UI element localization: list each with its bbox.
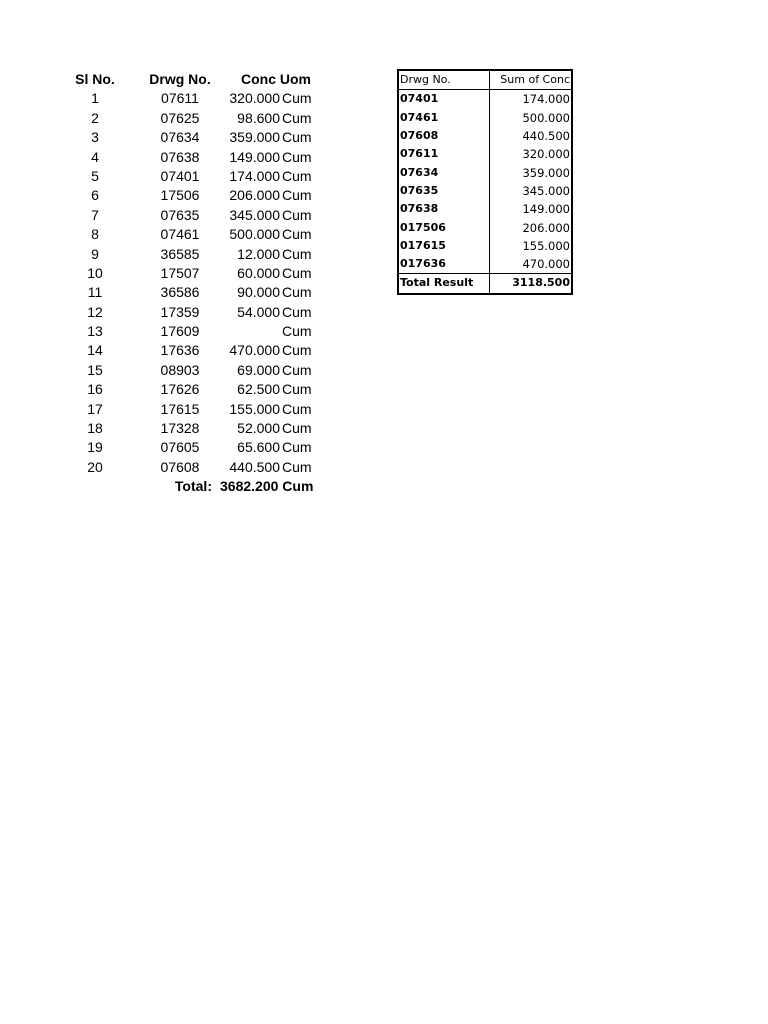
conc-value-cell: 54.000 [237, 303, 280, 320]
sl-no-cell: 12 [87, 303, 103, 320]
pivot-table [397, 69, 573, 295]
pivot-sum-cell: 155.000 [522, 238, 570, 253]
pivot-row [398, 163, 572, 181]
pivot-drwg-no-cell: 07608 [398, 127, 490, 145]
conc-value-cell: 359.000 [229, 129, 280, 146]
sl-no-cell: 5 [91, 167, 99, 184]
uom-cell: Cum [282, 420, 312, 437]
sl-no-cell: 6 [91, 187, 99, 204]
pivot-row [398, 127, 572, 145]
pivot-row [398, 182, 572, 200]
conc-value-cell: 62.500 [237, 381, 280, 398]
conc-value-cell: 500.000 [229, 226, 280, 243]
conc-value-cell: 12.000 [237, 245, 280, 262]
conc-value-cell: 470.000 [229, 342, 280, 359]
uom-cell: Cum [282, 284, 312, 301]
pivot-row [398, 218, 572, 236]
pivot-drwg-no-cell: 07638 [398, 200, 490, 218]
sl-no-cell: 16 [87, 381, 103, 398]
drwg-no-cell: 07635 [160, 206, 200, 223]
pivot-sum-cell: 149.000 [522, 202, 570, 217]
drwg-no-cell: 07638 [160, 148, 200, 165]
drwg-no-cell: 07461 [160, 226, 200, 243]
drwg-no-cell: 08903 [160, 361, 200, 378]
pivot-row [398, 255, 572, 274]
pivot-total-row [398, 274, 572, 294]
drwg-no-cell: 17636 [160, 342, 200, 359]
drwg-no-cell: 36586 [160, 284, 200, 301]
pivot-row [398, 145, 572, 163]
conc-value-cell: 98.600 [237, 109, 280, 126]
uom-cell: Cum [282, 439, 312, 456]
drwg-no-cell: 07611 [161, 90, 199, 107]
conc-value-cell: 320.000 [229, 90, 280, 107]
drwg-no-cell: 17507 [160, 264, 200, 281]
sl-no-cell: 3 [91, 129, 99, 146]
uom-cell: Cum [282, 381, 312, 398]
pivot-total-value: 3118.500 [490, 274, 573, 294]
drwg-no-cell: 17506 [160, 187, 200, 204]
uom-cell: Cum [282, 109, 312, 126]
sl-no-cell: 7 [91, 206, 99, 223]
conc-value-cell: 69.000 [237, 361, 280, 378]
sl-no-cell: 1 [91, 90, 99, 107]
conc-value-cell: 345.000 [229, 206, 280, 223]
sl-no-cell: 15 [87, 361, 103, 378]
sl-no-cell: 17 [87, 400, 103, 417]
pivot-sum-cell: 206.000 [522, 220, 570, 235]
uom-cell: Cum [282, 245, 312, 262]
uom-cell: Cum [282, 90, 312, 107]
pivot-drwg-no-cell: 017506 [398, 218, 490, 236]
conc-value-cell: 206.000 [229, 187, 280, 204]
total-label: Total: [174, 478, 212, 495]
drwg-no-cell: 17626 [160, 381, 200, 398]
drwg-no-cell: 07605 [160, 439, 200, 456]
pivot-row [398, 200, 572, 218]
uom-cell: Cum [282, 303, 312, 320]
pivot-drwg-no-header: Drwg No. [398, 70, 490, 90]
uom-cell: Cum [282, 129, 312, 146]
conc-value-cell: 60.000 [237, 264, 280, 281]
pivot-drwg-no-cell: 07634 [398, 163, 490, 181]
uom-cell: Cum [282, 458, 312, 475]
drwg-no-cell: 36585 [160, 245, 200, 262]
sl-no-cell: 10 [87, 264, 103, 281]
conc-value-cell: 90.000 [237, 284, 280, 301]
sl-no-cell: 13 [87, 323, 103, 340]
conc-value-cell: 174.000 [229, 167, 280, 184]
conc-value-cell: 440.500 [229, 458, 280, 475]
sl-no-cell: 19 [87, 439, 103, 456]
uom-cell: Cum [282, 187, 312, 204]
sl-no-cell: 4 [91, 148, 99, 165]
uom-cell: Cum [282, 400, 312, 417]
conc-value-cell: 155.000 [229, 400, 280, 417]
pivot-total-label: Total Result [398, 274, 490, 294]
pivot-drwg-no-cell: 017636 [398, 255, 490, 274]
pivot-sum-cell: 440.500 [522, 129, 570, 144]
total-value: 3682.200 Cum [220, 478, 314, 495]
conc-value-cell: 65.600 [237, 439, 280, 456]
uom-cell: Cum [282, 148, 312, 165]
pivot-drwg-no-cell: 07461 [398, 109, 490, 127]
uom-cell: Cum [282, 226, 312, 243]
pivot-drwg-no-cell: 017615 [398, 237, 490, 255]
pivot-sum-cell: 470.000 [522, 257, 570, 272]
drwg-no-cell: 07401 [160, 167, 200, 184]
conc-value-cell: 52.000 [237, 420, 280, 437]
drwg-no-cell: 07634 [160, 129, 200, 146]
drwg-no-cell: 17609 [160, 323, 200, 340]
conc-uom-header: Conc Uom [241, 71, 311, 87]
pivot-sum-cell: 345.000 [522, 183, 570, 198]
uom-cell: Cum [282, 167, 312, 184]
sl-no-cell: 14 [87, 342, 103, 359]
uom-cell: Cum [282, 361, 312, 378]
drwg-no-header: Drwg No. [149, 71, 211, 87]
pivot-drwg-no-cell: 07635 [398, 182, 490, 200]
sl-no-header: Sl No. [75, 71, 115, 87]
drwg-no-cell: 07608 [160, 458, 200, 475]
pivot-row [398, 109, 572, 127]
sl-no-cell: 20 [87, 458, 103, 475]
sl-no-cell: 18 [87, 420, 103, 437]
sl-no-cell: 9 [91, 245, 99, 262]
pivot-drwg-no-cell: 07611 [398, 145, 490, 163]
uom-cell: Cum [282, 323, 312, 340]
drwg-no-cell: 07625 [160, 109, 200, 126]
pivot-sum-cell: 174.000 [522, 92, 570, 107]
pivot-row [398, 90, 572, 109]
pivot-sum-of-conc-header: Sum of Conc [490, 70, 573, 90]
pivot-sum-cell: 500.000 [522, 110, 570, 125]
pivot-drwg-no-cell: 07401 [398, 90, 490, 109]
uom-cell: Cum [282, 342, 312, 359]
sl-no-cell: 2 [91, 109, 99, 126]
sl-no-cell: 8 [91, 226, 99, 243]
drwg-no-cell: 17359 [160, 303, 200, 320]
uom-cell: Cum [282, 206, 312, 223]
pivot-sum-cell: 320.000 [522, 147, 570, 162]
sl-no-cell: 11 [87, 284, 103, 301]
uom-cell: Cum [282, 264, 312, 281]
pivot-row [398, 237, 572, 255]
conc-value-cell: 149.000 [229, 148, 280, 165]
pivot-header-row [398, 70, 572, 90]
pivot-sum-cell: 359.000 [522, 165, 570, 180]
drwg-no-cell: 17615 [160, 400, 200, 417]
drwg-no-cell: 17328 [160, 420, 200, 437]
